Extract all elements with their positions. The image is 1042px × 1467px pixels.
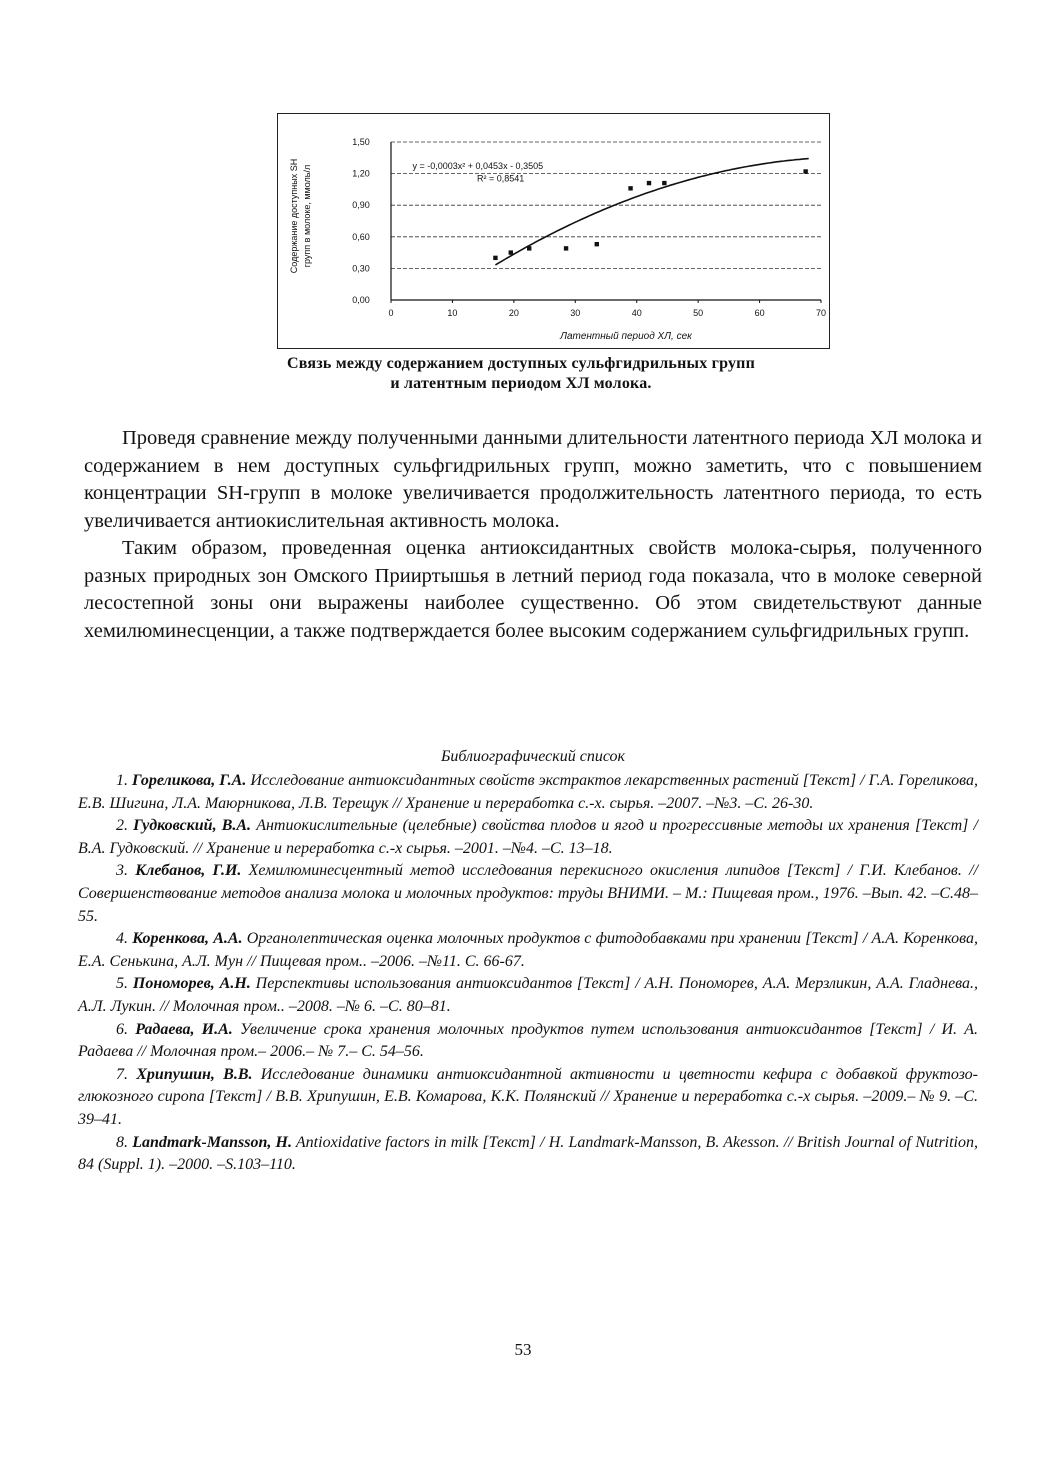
ref-author: Клебанов, Г.И. (135, 862, 242, 880)
x-tick-label: 60 (754, 308, 765, 318)
bibliography-entry (78, 1064, 978, 1132)
paragraph-2: Таким образом, проведенная оценка антиоксидантных свойств молока-сырья, полученного разных природных зон Омского Прииртышья в летний период года показала, что в молоке северной лесостепной зоны они выражены наиболее существенно. Об этом свидетельствуют данные хемилюминесценции, а также подтверждается более высоким содержанием сульфгидрильных групп. (84, 537, 982, 642)
ref-author: Landmark-Mansson, H. (132, 1133, 292, 1151)
ref-number: 8. (116, 1133, 133, 1151)
bibliography-title: Библиографический список (440, 748, 626, 765)
ref-author: Гореликова, Г.А. (132, 772, 247, 789)
x-tick-label: 30 (570, 308, 581, 318)
ref-text: Перспективы использования антиоксидантов [Текст] / А.Н. Пономорев, А.А. Мерзликин, А.А. Гладнева., А.Л. Лукин. // Молочная пром.. –2008. –№ 6. –С. 80–81. (78, 975, 979, 1015)
ref-author: Пономорев, А.Н. (132, 975, 251, 993)
ref-author: Коренкова, А.А. (132, 930, 243, 948)
data-point (564, 246, 568, 250)
ref-text: Исследование динамики антиоксидантной активности и цветности кефира с добавкой фруктозо-глюкозного сиропа [Текст] / В.В. Хрипушин, Е.В. Комарова, К.К. Полянский // Хранение и переработка с.-х сырья. –2009.– № 9. –С. 39–41. (78, 1065, 978, 1128)
data-point (595, 242, 599, 246)
chart-svg (278, 114, 829, 348)
caption-line-1: Связь между содержанием доступных сульфгидрильных групп (286, 355, 755, 372)
bibliography-list (78, 770, 978, 1177)
ref-text: Исследование антиоксидантных свойств экстрактов лекарственных растений [Текст] / Г.А. Гореликова, Е.В. Шигина, Л.А. Маюрникова, Л.В. Терещук // Хранение и переработка с.-х. сырья. –2007. –№3. –С. 26-30. (78, 772, 978, 812)
x-axis-label: Латентный период ХЛ, сек (560, 331, 692, 342)
y-tick-label: 0,60 (352, 231, 370, 242)
y-axis-label: групп в молоке, ммоль/л (302, 164, 312, 268)
x-tick-label: 40 (631, 308, 642, 318)
bibliography-entry (78, 1132, 978, 1177)
bibliography-entry (78, 815, 978, 860)
page-number: 53 (514, 1340, 532, 1359)
ref-text: Antioxidative factors in milk [Текст] / H. Landmark-Mansson, B. Akesson. // British Journal of Nutrition, 84 (Suppl. 1). –2000. –S.103–110. (78, 1133, 979, 1174)
y-tick-label: 1,50 (352, 137, 370, 147)
data-point (527, 246, 531, 250)
y-tick-label: 0,30 (352, 263, 370, 274)
data-point (493, 256, 497, 260)
figure-caption (200, 354, 842, 394)
ref-author: Гудковский, В.А. (133, 817, 252, 835)
bibliography-entry (78, 860, 978, 928)
y-tick-label: 1,20 (352, 168, 370, 179)
bibliography-entry (78, 928, 978, 973)
ref-number: 1. (116, 772, 133, 789)
ref-author: Хрипушин, В.В. (136, 1065, 253, 1083)
ref-number: 7. (116, 1065, 137, 1083)
y-tick-label: 0,90 (352, 200, 370, 211)
ref-number: 3. (116, 862, 136, 880)
data-point (662, 181, 666, 185)
bibliography-entry (78, 770, 978, 815)
ref-text: Хемилюминесцентный метод исследования перекисного окисления липидов [Текст] / Г.И. Клебанов. // Совершенствование методов анализа молока и молочных продуктов: труды ВНИМИ. – М.: Пищевая пром., 1976. –Вып. 42. –С.48–55. (78, 862, 979, 925)
ref-text: Антиокислительные (целебные) свойства плодов и ягод и прогрессивные методы их хранения [Текст] / В.А. Гудковский. // Хранение и переработка с.-х сырья. –2001. –№4. –С. 13–18. (78, 817, 978, 857)
data-point (509, 250, 513, 254)
trendline (495, 159, 808, 265)
y-axis-label: Содержание доступных SH (289, 158, 299, 274)
ref-text: Увеличение срока хранения молочных продуктов путем использования антиоксидантов [Текст] / И. А. Радаева // Молочная пром.– 2006.– № 7.– С. 54–56. (78, 1020, 979, 1061)
x-tick-label: 70 (815, 308, 827, 318)
trendline-r2: R² = 0,8541 (477, 173, 525, 184)
ref-number: 5. (116, 975, 133, 993)
y-tick-label: 0,00 (352, 295, 370, 305)
ref-text: Органолептическая оценка молочных продуктов с фитодобавками при хранении [Текст] / А.А. Коренкова, Е.А. Сенькина, А.Л. Мун // Пищевая пром.. –2006. –№11. С. 66-67. (78, 930, 979, 970)
data-point (628, 186, 632, 190)
ref-number: 4. (116, 930, 133, 948)
data-point (647, 181, 651, 185)
ref-number: 2. (116, 817, 134, 835)
trendline-equation: y = -0,0003x² + 0,0453x - 0,3505 (412, 160, 544, 171)
ref-author: Радаева, И.А. (135, 1020, 233, 1038)
data-point (803, 169, 807, 173)
x-tick-label: 0 (388, 308, 394, 318)
ref-number: 6. (116, 1020, 136, 1038)
x-tick-label: 10 (447, 308, 458, 318)
figure-chart (277, 113, 830, 349)
caption-line-2: и латентным периодом ХЛ молока. (390, 375, 652, 392)
body-text (84, 425, 982, 645)
bibliography-entry (78, 973, 978, 1018)
x-tick-label: 50 (693, 308, 704, 318)
paragraph-1: Проведя сравнение между полученными данными длительности латентного периода ХЛ молока и содержанием в нем доступных сульфгидрильных групп, можно заметить, что с повышением концентрации SH-групп в молоке увеличивается продолжительность латентного периода, то есть увеличивается антиокислительная активность молока. (84, 427, 982, 532)
bibliography-entry (78, 1019, 978, 1064)
x-tick-label: 20 (508, 308, 519, 318)
